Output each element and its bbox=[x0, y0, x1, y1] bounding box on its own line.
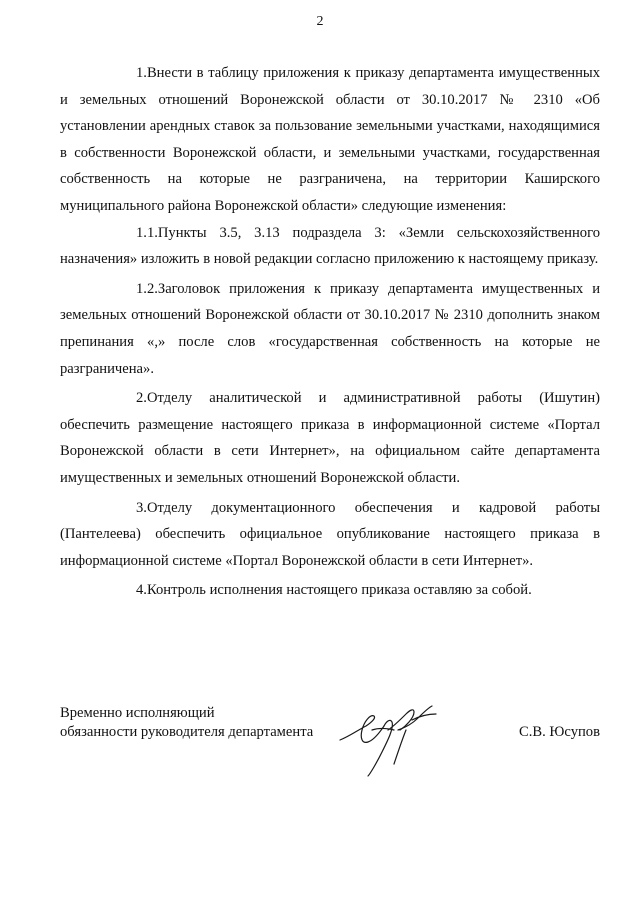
paragraph-text: Внести в таблицу приложения к приказу департамента имущественных и земельных отношений Воронежской области от 30.10.2017 № 2310 «Об установлении арендных ставок за пользование земельными участками, находящимися в собственности Воронежской области, и земельными участками, государственная собственность на которые не разграничена, на территории Каширского муниципального района Воронежской области» следующие изменения: bbox=[60, 65, 600, 214]
paragraph-4 bbox=[60, 577, 600, 604]
paragraph-1-1 bbox=[60, 220, 600, 273]
signatory-title-line-2: обязанности руководителя департамента bbox=[60, 724, 314, 740]
paragraph-text: Пункты 3.5, 3.13 подраздела 3: «Земли сельскохозяйственного назначения» изложить в новой редакции согласно приложению к настоящему приказу. bbox=[60, 224, 600, 268]
paragraph-text: Заголовок приложения к приказу департамента имущественных и земельных отношений Воронежской области от 30.10.2017 № 2310 дополнить знаком препинания «,» после слов «государственная собственность на которые не разграничена». bbox=[60, 280, 600, 377]
paragraph-number: 1.1. bbox=[136, 224, 158, 241]
paragraph-number: 1. bbox=[136, 65, 147, 81]
signatory-name: С.В. Юсупов bbox=[519, 724, 600, 740]
document-body bbox=[60, 60, 600, 604]
page-number: 2 bbox=[316, 14, 324, 29]
signatory-title-line-1: Временно исполняющий bbox=[60, 705, 215, 721]
paragraph-2 bbox=[60, 385, 600, 491]
paragraph-number: 3. bbox=[136, 499, 147, 516]
handwritten-signature-icon bbox=[336, 700, 446, 780]
signature-block bbox=[60, 700, 600, 790]
paragraph-text: Отделу документационного обеспечения и кадровой работы (Пантелеева) обеспечить официальное опубликование настоящего приказа в информационной системе «Портал Воронежской области в сети Интернет». bbox=[60, 499, 600, 569]
paragraph-1 bbox=[60, 60, 600, 220]
paragraph-text: Контроль исполнения настоящего приказа оставляю за собой. bbox=[146, 582, 532, 599]
paragraph-3 bbox=[60, 495, 600, 575]
paragraph-number: 1.2. bbox=[136, 280, 158, 297]
paragraph-text: Отделу аналитической и административной работы (Ишутин) обеспечить размещение настоящего приказа в информационной системе «Портал Воронежской области в сети Интернет», на официальном сайте департамента имущественных и земельных отношений Воронежской области. bbox=[60, 390, 600, 486]
paragraph-number: 4. bbox=[136, 582, 147, 599]
paragraph-1-2 bbox=[60, 276, 600, 382]
signatory-title bbox=[60, 704, 313, 742]
paragraph-number: 2. bbox=[136, 390, 147, 407]
